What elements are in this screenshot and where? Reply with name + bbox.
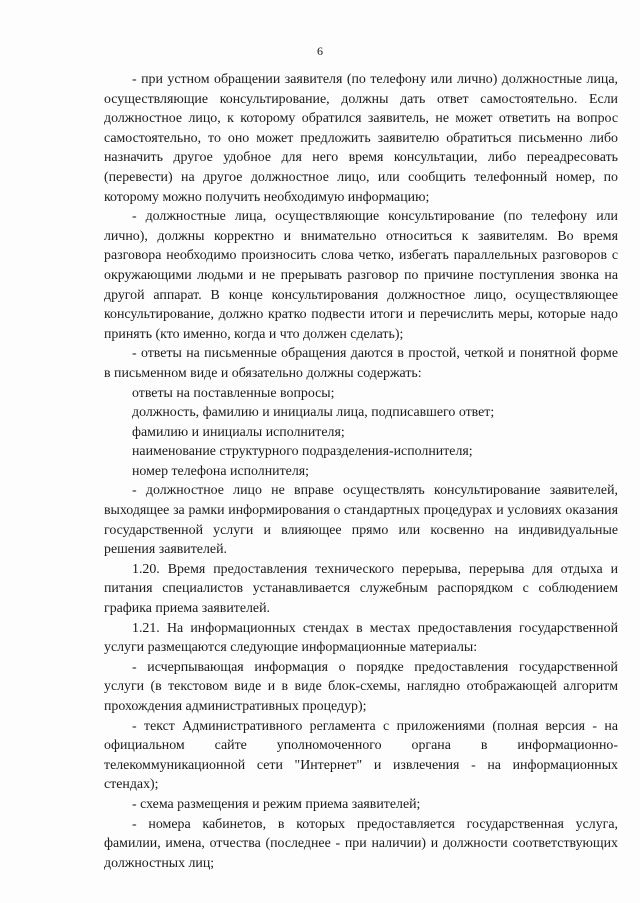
answer-item-executor: фамилию и инициалы исполнителя; [132, 424, 345, 440]
paragraph-reception-schedule: - схема размещения и режим приема заявителей; [132, 796, 421, 812]
paragraph-1-21-info-stands: 1.21. На информационных стендах в местах предоставления государственной услуги размещаются следующие информационные материалы: [104, 620, 618, 656]
paragraph-office-numbers: - номера кабинетов, в которых предоставляется государственная услуга, фамилии, имена, отчества (последнее - при наличии) и должности соответствующих должностных лиц; [104, 816, 618, 871]
paragraph-1-20-breaks: 1.20. Время предоставления технического перерыва, перерыва для отдыха и питания специалистов устанавливается служебным распорядком с соблюдением графика приема заявителей. [104, 561, 618, 617]
answer-item-department: наименование структурного подразделения-исполнителя; [132, 444, 473, 460]
paragraph-oral-consultation: - при устном обращении заявителя (по телефону или лично) должностные лица, осуществляющие консультирование, должны дать ответ самостоятельно. Если должностное лицо, к которому обратился заявитель, не может ответить на вопрос самостоятельно, то оно может предложить заявителю обратиться письменно либо назначить другое удобное для него время консультации, либо переадресовать (перевести) на другое должностное лицо, или сообщить телефонный номер, по которому можно получить необходимую информацию; [104, 72, 618, 205]
answer-item-signer: должность, фамилию и инициалы лица, подписавшего ответ; [132, 405, 495, 421]
answer-item-questions: ответы на поставленные вопросы; [132, 385, 335, 401]
paragraph-consultation-limits: - должностное лицо не вправе осуществлять консультирование заявителей, выходящее за рамки информирования о стандартных процедурах и условиях оказания государственной услуги и влияющее прямо или косвенно на индивидуальные решения заявителей. [104, 483, 618, 558]
document-body [104, 70, 618, 873]
paragraph-consultant-conduct: - должностные лица, осуществляющие консультирование (по телефону или лично), должны корректно и внимательно относиться к заявителям. Во время разговора необходимо произносить слова четко, избегать параллельных разговоров с окружающими людьми и не прерывать разговор по причине поступления звонка на другой аппарат. В конце консультирования должностное лицо, осуществляющее консультирование, должно кратко подвести итоги и перечислить меры, которые надо принять (кто именно, когда и что должен сделать); [104, 209, 618, 342]
page-number: 6 [317, 44, 323, 58]
paragraph-written-answers: - ответы на письменные обращения даются в простой, четкой и понятной форме в письменном виде и обязательно должны содержать: [104, 346, 618, 381]
answer-item-phone: номер телефона исполнителя; [132, 463, 310, 479]
paragraph-procedure-info: - исчерпывающая информация о порядке предоставления государственной услуги (в текстовом виде и в виде блок-схемы, наглядно отображающей алгоритм прохождения административных процедур); [104, 659, 618, 714]
paragraph-regulation-text: - текст Административного регламента с приложениями (полная версия - на официальном сайте уполномоченного органа в информационно-телекоммуникационной сети "Интернет" и извлечения - на информационных стендах); [104, 718, 618, 793]
